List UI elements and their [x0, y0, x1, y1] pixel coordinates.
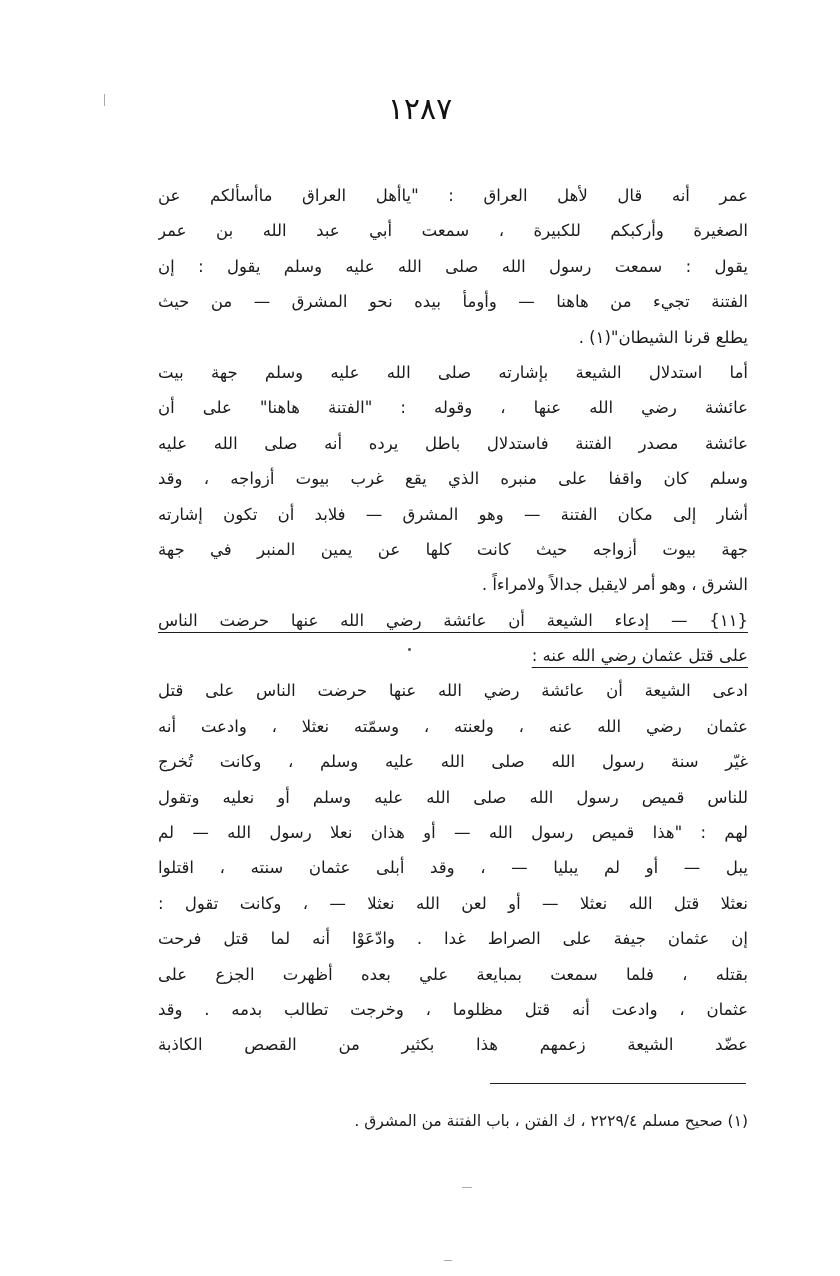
section-heading-line: {١١} — إدعاء الشيعة أن عائشة رضي الله عنها حرضت الناس: [158, 610, 748, 630]
text-line: يطلع قرنا الشيطان"(١) .: [578, 327, 748, 347]
section-heading-line: على قتل عثمان رضي الله عنه :: [531, 646, 748, 666]
text-line: غيّر سنة رسول الله صلى الله عليه وسلم ، وكانت تُخرج: [158, 752, 748, 772]
text-line: عثمان ، وادعت أنه قتل مظلوما ، وخرجت تطالب بدمه . وقد: [158, 999, 748, 1019]
text-line: يقول : سمعت رسول الله صلى الله عليه وسلم يقول : إن: [158, 256, 748, 276]
text-line: بقتله ، فلما سمعت بمبايعة علي بعده أظهرت الجزع على: [158, 964, 748, 984]
text-line: عائشة مصدر الفتنة فاستدلال باطل يرده أنه صلى الله عليه: [158, 433, 748, 453]
text-line: عضّد الشيعة زعمهم هذا بكثير من القصص الكاذبة: [158, 1035, 748, 1055]
text-line: إن عثمان جيفة على الصراط غدا . وادّعَوْا أنه لما قتل فرحت: [158, 929, 748, 949]
text-line: نعثلا قتل الله نعثلا — أو لعن الله نعثلا — ، وكانت تقول :: [158, 893, 748, 913]
text-line: عائشة رضي الله عنها ، وقوله : "الفتنة هاهنا" على أن: [158, 398, 748, 418]
scan-mark: [104, 94, 105, 106]
footnote-separator: [490, 1083, 746, 1084]
text-line: الصغيرة وأركبكم للكبيرة ، سمعت أبي عبد الله بن عمر: [158, 221, 748, 241]
text-line: أشار إلى مكان الفتنة — وهو المشرق — فلابد أن تكون إشارته: [158, 504, 748, 524]
body-text: [158, 178, 748, 1063]
page-number: ١٢٨٧: [387, 92, 453, 127]
scan-mark: [462, 1187, 472, 1188]
text-line: عثمان رضي الله عنه ، ولعنته ، وسمّته نعثلا ، وادعت أنه: [158, 716, 748, 736]
text-line: يبل — أو لم يبليا — ، وقد أبلى عثمان سنته ، اقتلوا: [158, 858, 748, 878]
text-line: لهم : "هذا قميص رسول الله — أو هذان نعلا رسول الله — لم: [158, 823, 748, 843]
text-line: الشرق ، وهو أمر لايقبل جدالاً ولامراءاً .: [481, 575, 748, 595]
footnote: (١) صحيح مسلم ٢٢٢٩/٤ ، ك الفتن ، باب الفتنة من المشرق .: [354, 1112, 748, 1130]
text-line: الفتنة تجيء من هاهنا — وأومأ بيده نحو المشرق — من حيث: [158, 292, 748, 312]
text-line: عمر أنه قال لأهل العراق : "ياأهل العراق ماأسألكم عن: [158, 186, 748, 205]
scan-speck: [408, 648, 411, 651]
text-line: أما استدلال الشيعة بإشارته صلى الله عليه وسلم جهة بيت: [158, 362, 748, 382]
text-line: ادعى الشيعة أن عائشة رضي الله عنها حرضت الناس على قتل: [158, 681, 748, 701]
text-line: جهة بيوت أزواجه حيث كانت كلها عن يمين المنبر في جهة: [158, 539, 748, 559]
scan-mark: [444, 1260, 452, 1261]
text-line: للناس قميص رسول الله صلى الله عليه وسلم أو نعليه وتقول: [158, 787, 748, 807]
text-line: وسلم كان واقفا على منبره الذي يقع غرب بيوت أزواجه ، وقد: [158, 469, 748, 489]
